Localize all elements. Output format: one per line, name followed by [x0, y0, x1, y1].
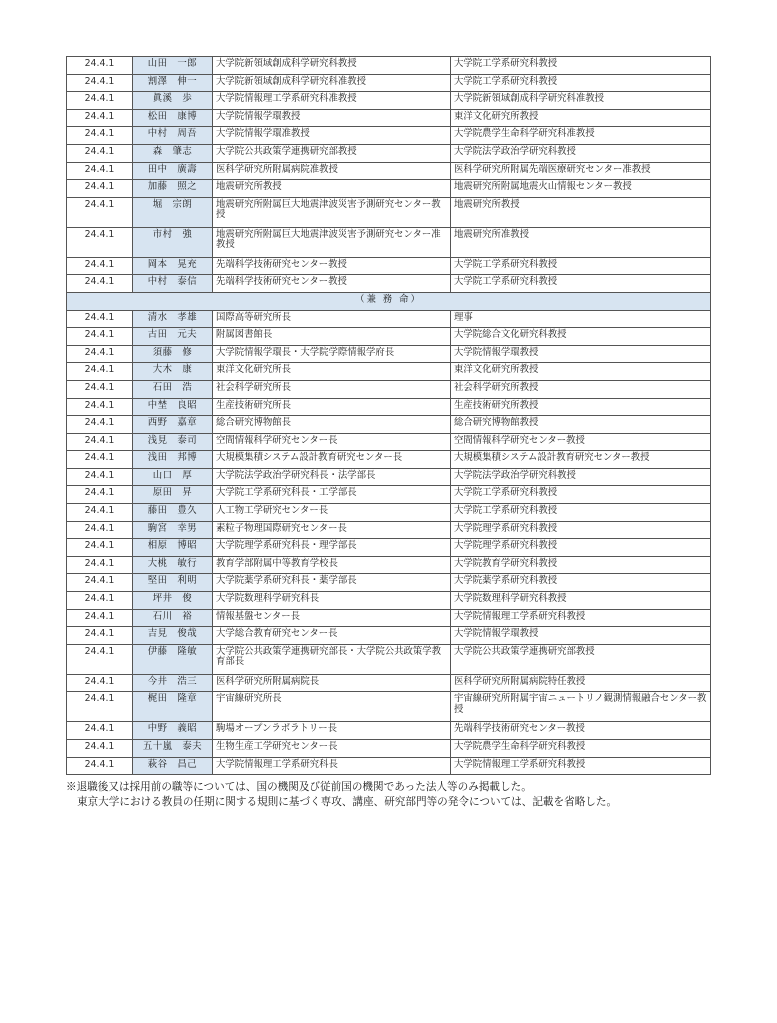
date-cell: 24.4.1 [67, 398, 133, 416]
new-post-cell: 大規模集積システム設計教育研究センター長 [213, 451, 451, 469]
table-row [67, 345, 711, 363]
table-row [67, 451, 711, 469]
table-row [67, 521, 711, 539]
name-cell: 西野 嘉章 [133, 416, 213, 434]
previous-post-cell: 地震研究所准教授 [451, 227, 711, 257]
new-post-cell: 地震研究所附属巨大地震津波災害予測研究センター教授 [213, 197, 451, 227]
new-post-cell: 大学院新領域創成科学研究科教授 [213, 57, 451, 75]
table-row [67, 504, 711, 522]
new-post-cell: 先端科学技術研究センター教授 [213, 275, 451, 293]
table-row [67, 539, 711, 557]
new-post-cell: 大学院薬学系研究科長・薬学部長 [213, 574, 451, 592]
section-heading: （兼 務 命） [67, 292, 711, 310]
previous-post-cell: 大学院情報学環教授 [451, 627, 711, 645]
name-cell: 浅見 泰司 [133, 433, 213, 451]
date-cell: 24.4.1 [67, 310, 133, 328]
date-cell: 24.4.1 [67, 380, 133, 398]
date-cell: 24.4.1 [67, 162, 133, 180]
previous-post-cell: 医科学研究所附属病院特任教授 [451, 674, 711, 692]
table-row [67, 416, 711, 434]
previous-post-cell: 大学院工学系研究科教授 [451, 275, 711, 293]
previous-post-cell: 先端科学技術研究センター教授 [451, 722, 711, 740]
date-cell: 24.4.1 [67, 486, 133, 504]
date-cell: 24.4.1 [67, 674, 133, 692]
name-cell: 中野 義昭 [133, 722, 213, 740]
new-post-cell: 社会科学研究所長 [213, 380, 451, 398]
date-cell: 24.4.1 [67, 275, 133, 293]
name-cell: 森 肇志 [133, 144, 213, 162]
table-row [67, 468, 711, 486]
date-cell: 24.4.1 [67, 627, 133, 645]
table-row [67, 328, 711, 346]
date-cell: 24.4.1 [67, 227, 133, 257]
name-cell: 吉見 俊哉 [133, 627, 213, 645]
date-cell: 24.4.1 [67, 345, 133, 363]
name-cell: 坪井 俊 [133, 592, 213, 610]
previous-post-cell: 大学院教育学研究科教授 [451, 556, 711, 574]
previous-post-cell: 地震研究所附属地震火山情報センター教授 [451, 180, 711, 198]
previous-post-cell: 理事 [451, 310, 711, 328]
previous-post-cell: 大学院情報理工学系研究科教授 [451, 757, 711, 775]
date-cell: 24.4.1 [67, 144, 133, 162]
name-cell: 五十嵐 泰夫 [133, 740, 213, 758]
new-post-cell: 宇宙線研究所長 [213, 692, 451, 722]
name-cell: 田中 廣壽 [133, 162, 213, 180]
previous-post-cell: 大学院農学生命科学研究科教授 [451, 740, 711, 758]
date-cell: 24.4.1 [67, 757, 133, 775]
new-post-cell: 情報基盤センター長 [213, 609, 451, 627]
name-cell: 相原 博昭 [133, 539, 213, 557]
new-post-cell: 大学院情報学環准教授 [213, 127, 451, 145]
previous-post-cell: 大学院法学政治学研究科教授 [451, 468, 711, 486]
name-cell: 割澤 伸一 [133, 74, 213, 92]
new-post-cell: 医科学研究所附属病院長 [213, 674, 451, 692]
name-cell: 大桃 敏行 [133, 556, 213, 574]
table-row [67, 275, 711, 293]
table-row [67, 144, 711, 162]
table-row [67, 627, 711, 645]
table-row [67, 92, 711, 110]
previous-post-cell: 地震研究所教授 [451, 197, 711, 227]
new-post-cell: 附属図書館長 [213, 328, 451, 346]
date-cell: 24.4.1 [67, 363, 133, 381]
date-cell: 24.4.1 [67, 74, 133, 92]
table-row [67, 433, 711, 451]
new-post-cell: 大学院新領域創成科学研究科准教授 [213, 74, 451, 92]
previous-post-cell: 東洋文化研究所教授 [451, 109, 711, 127]
date-cell: 24.4.1 [67, 451, 133, 469]
previous-post-cell: 大学院数理科学研究科教授 [451, 592, 711, 610]
previous-post-cell: 大規模集積システム設計教育研究センター教授 [451, 451, 711, 469]
table-row [67, 180, 711, 198]
date-cell: 24.4.1 [67, 109, 133, 127]
new-post-cell: 先端科学技術研究センター教授 [213, 257, 451, 275]
table-row [67, 197, 711, 227]
date-cell: 24.4.1 [67, 740, 133, 758]
date-cell: 24.4.1 [67, 328, 133, 346]
table-row [67, 486, 711, 504]
name-cell: 山口 厚 [133, 468, 213, 486]
new-post-cell: 生物生産工学研究センター長 [213, 740, 451, 758]
date-cell: 24.4.1 [67, 197, 133, 227]
new-post-cell: 大学院公共政策学連携研究部長・大学院公共政策学教育部長 [213, 644, 451, 674]
table-row [67, 644, 711, 674]
previous-post-cell: 大学院工学系研究科教授 [451, 257, 711, 275]
date-cell: 24.4.1 [67, 416, 133, 434]
date-cell: 24.4.1 [67, 433, 133, 451]
new-post-cell: 大学院情報学環長・大学院学際情報学府長 [213, 345, 451, 363]
name-cell: 梶田 隆章 [133, 692, 213, 722]
personnel-table [66, 56, 711, 775]
footnote-2: 東京大学における教員の任期に関する規則に基づく専攻、講座、研究部門等の発令については、記載を省略した。 [77, 796, 618, 808]
name-cell: 伊藤 隆敏 [133, 644, 213, 674]
name-cell: 今井 浩三 [133, 674, 213, 692]
previous-post-cell: 大学院薬学系研究科教授 [451, 574, 711, 592]
table-row [67, 692, 711, 722]
previous-post-cell: 大学院工学系研究科教授 [451, 57, 711, 75]
new-post-cell: 教育学部附属中等教育学校長 [213, 556, 451, 574]
date-cell: 24.4.1 [67, 521, 133, 539]
new-post-cell: 医科学研究所附属病院准教授 [213, 162, 451, 180]
name-cell: 石川 裕 [133, 609, 213, 627]
table-row [67, 57, 711, 75]
name-cell: 中埜 良昭 [133, 398, 213, 416]
table-row [67, 757, 711, 775]
new-post-cell: 大学院法学政治学研究科長・法学部長 [213, 468, 451, 486]
new-post-cell: 生産技術研究所長 [213, 398, 451, 416]
new-post-cell: 大学院情報学環教授 [213, 109, 451, 127]
previous-post-cell: 生産技術研究所教授 [451, 398, 711, 416]
previous-post-cell: 宇宙線研究所附属宇宙ニュートリノ観測情報融合センター教授 [451, 692, 711, 722]
name-cell: 市村 強 [133, 227, 213, 257]
date-cell: 24.4.1 [67, 609, 133, 627]
table-row [67, 109, 711, 127]
date-cell: 24.4.1 [67, 468, 133, 486]
name-cell: 大木 康 [133, 363, 213, 381]
new-post-cell: 国際高等研究所長 [213, 310, 451, 328]
date-cell: 24.4.1 [67, 722, 133, 740]
name-cell: 駒宮 幸男 [133, 521, 213, 539]
table-row [67, 162, 711, 180]
table-row [67, 227, 711, 257]
date-cell: 24.4.1 [67, 574, 133, 592]
name-cell: 須藤 修 [133, 345, 213, 363]
new-post-cell: 東洋文化研究所長 [213, 363, 451, 381]
previous-post-cell: 大学院法学政治学研究科教授 [451, 144, 711, 162]
previous-post-cell: 大学院工学系研究科教授 [451, 504, 711, 522]
date-cell: 24.4.1 [67, 556, 133, 574]
new-post-cell: 大学院理学系研究科長・理学部長 [213, 539, 451, 557]
table-row [67, 740, 711, 758]
date-cell: 24.4.1 [67, 180, 133, 198]
new-post-cell: 素粒子物理国際研究センター長 [213, 521, 451, 539]
concurrent-appointments-section [67, 310, 711, 775]
table-row [67, 674, 711, 692]
new-post-cell: 空間情報科学研究センター長 [213, 433, 451, 451]
table-row [67, 592, 711, 610]
date-cell: 24.4.1 [67, 592, 133, 610]
previous-post-cell: 大学院総合文化研究科教授 [451, 328, 711, 346]
previous-post-cell: 大学院理学系研究科教授 [451, 539, 711, 557]
date-cell: 24.4.1 [67, 92, 133, 110]
date-cell: 24.4.1 [67, 692, 133, 722]
previous-post-cell: 空間情報科学研究センター教授 [451, 433, 711, 451]
new-post-cell: 地震研究所附属巨大地震津波災害予測研究センター准教授 [213, 227, 451, 257]
table-row [67, 609, 711, 627]
previous-post-cell: 大学院工学系研究科教授 [451, 74, 711, 92]
new-post-cell: 地震研究所教授 [213, 180, 451, 198]
name-cell: 浅田 邦博 [133, 451, 213, 469]
new-post-cell: 大学総合教育研究センター長 [213, 627, 451, 645]
new-post-cell: 大学院情報理工学系研究科准教授 [213, 92, 451, 110]
previous-post-cell: 大学院農学生命科学研究科准教授 [451, 127, 711, 145]
date-cell: 24.4.1 [67, 257, 133, 275]
name-cell: 眞溪 歩 [133, 92, 213, 110]
date-cell: 24.4.1 [67, 504, 133, 522]
previous-post-cell: 東洋文化研究所教授 [451, 363, 711, 381]
previous-post-cell: 大学院情報学環教授 [451, 345, 711, 363]
previous-post-cell: 大学院工学系研究科教授 [451, 486, 711, 504]
previous-post-cell: 総合研究博物館教授 [451, 416, 711, 434]
table-row [67, 74, 711, 92]
table-row [67, 398, 711, 416]
name-cell: 山田 一郎 [133, 57, 213, 75]
name-cell: 中村 泰信 [133, 275, 213, 293]
name-cell: 清水 孝雄 [133, 310, 213, 328]
name-cell: 萩谷 昌己 [133, 757, 213, 775]
table-row [67, 257, 711, 275]
new-post-cell: 大学院工学系研究科長・工学部長 [213, 486, 451, 504]
previous-post-cell: 大学院情報理工学系研究科教授 [451, 609, 711, 627]
new-post-cell: 大学院数理科学研究科長 [213, 592, 451, 610]
date-cell: 24.4.1 [67, 57, 133, 75]
date-cell: 24.4.1 [67, 127, 133, 145]
name-cell: 松田 康博 [133, 109, 213, 127]
footnotes [66, 780, 726, 810]
table-row [67, 574, 711, 592]
appointments-section [67, 57, 711, 293]
table-row [67, 310, 711, 328]
table-row [67, 127, 711, 145]
name-cell: 原田 昇 [133, 486, 213, 504]
table-row [67, 556, 711, 574]
concurrent-section-header [67, 292, 711, 310]
new-post-cell: 大学院公共政策学連携研究部教授 [213, 144, 451, 162]
name-cell: 加藤 照之 [133, 180, 213, 198]
new-post-cell: 大学院情報理工学系研究科長 [213, 757, 451, 775]
name-cell: 石田 浩 [133, 380, 213, 398]
new-post-cell: 総合研究博物館長 [213, 416, 451, 434]
table-row [67, 722, 711, 740]
table-row [67, 380, 711, 398]
table-row [67, 363, 711, 381]
name-cell: 堀 宗朗 [133, 197, 213, 227]
name-cell: 藤田 豊久 [133, 504, 213, 522]
name-cell: 岡本 晃充 [133, 257, 213, 275]
previous-post-cell: 大学院新領域創成科学研究科准教授 [451, 92, 711, 110]
previous-post-cell: 大学院理学系研究科教授 [451, 521, 711, 539]
previous-post-cell: 社会科学研究所教授 [451, 380, 711, 398]
previous-post-cell: 医科学研究所附属先端医療研究センター准教授 [451, 162, 711, 180]
date-cell: 24.4.1 [67, 539, 133, 557]
name-cell: 堅田 利明 [133, 574, 213, 592]
new-post-cell: 駒場オープンラボラトリー長 [213, 722, 451, 740]
name-cell: 中村 周吾 [133, 127, 213, 145]
footnote-1: ※退職後又は採用前の職等については、国の機関及び従前国の機関であった法人等のみ掲載した。 [66, 781, 532, 793]
previous-post-cell: 大学院公共政策学連携研究部教授 [451, 644, 711, 674]
date-cell: 24.4.1 [67, 644, 133, 674]
name-cell: 古田 元夫 [133, 328, 213, 346]
new-post-cell: 人工物工学研究センター長 [213, 504, 451, 522]
